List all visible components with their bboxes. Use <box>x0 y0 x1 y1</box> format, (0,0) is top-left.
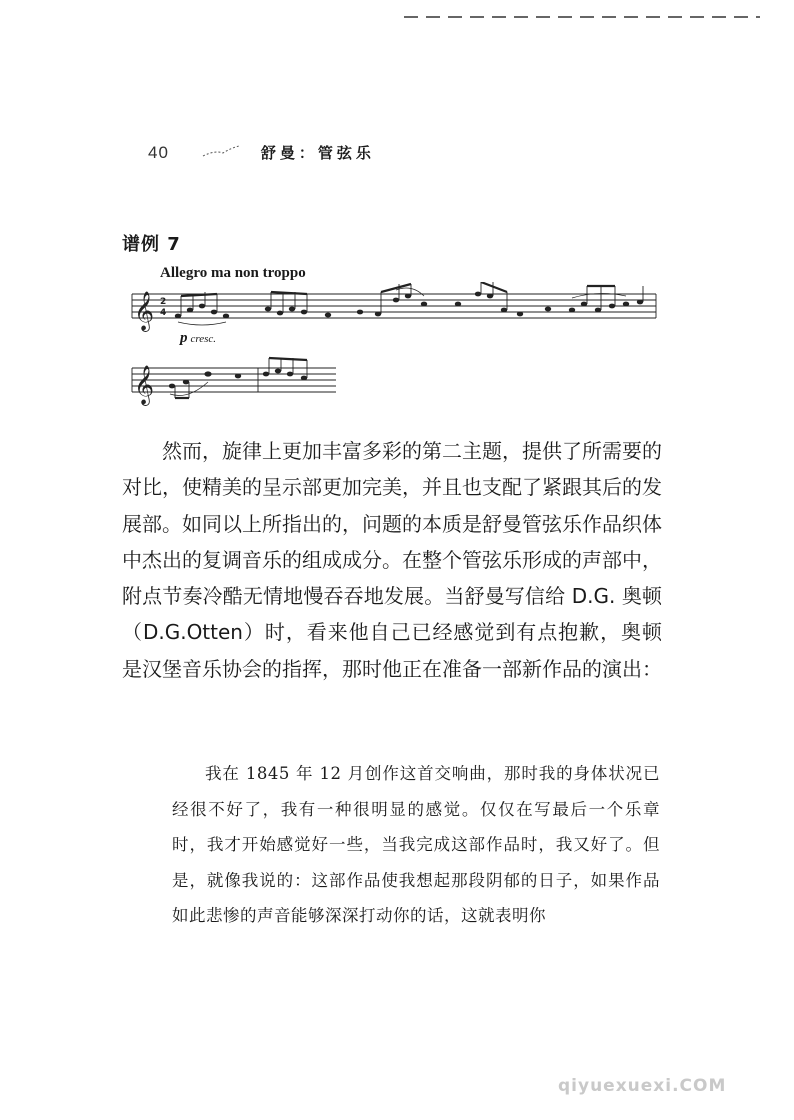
dynamic-mark <box>180 330 216 347</box>
svg-text:2: 2 <box>160 297 167 307</box>
svg-text:4: 4 <box>160 308 167 318</box>
music-staff-1 <box>128 282 668 332</box>
music-staff-2 <box>128 354 348 406</box>
dynamic-piano: p <box>180 330 188 346</box>
body-paragraph: 然而，旋律上更加丰富多彩的第二主题，提供了所需要的对比，使精美的呈示部更加完美，并且也支配了紧跟其后的发展部。如同以上所指出的，问题的本质是舒曼管弦乐作品织体中杰出的复调音乐的组成成分。在整个管弦乐形成的声部中，附点节奏冷酷无情地慢吞吞地发展。当舒曼写信给 D.G. 奥顿（D.G.Otten）时，看来他自己已经感觉到有点抱歉，奥顿是汉堡音乐协会的指挥，那时他正在准备一部新作品的演出： <box>122 439 662 681</box>
ornament-icon <box>201 144 241 158</box>
expression-cresc: cresc. <box>190 333 217 345</box>
top-dash-rule <box>404 16 760 18</box>
svg-text:𝄞: 𝄞 <box>134 291 155 331</box>
site-watermark: qiyuexuexi.COM <box>558 1076 727 1096</box>
quoted-letter: 我在 1845 年 12 月创作这首交响曲，那时我的身体状况已经很不好了，我有一种很明显的感觉。仅仅在写最后一个乐章时，我才开始感觉好一些，当我完成这部作品时，我又好了。但是，就像我说的：这部作品使我想起那段阴郁的日子，如果作品如此悲惨的声音能够深深打动你的话，这就表明你 <box>172 764 660 925</box>
example-label: 谱例 7 <box>122 234 181 255</box>
running-header <box>148 142 375 163</box>
running-title: 舒曼：管弦乐 <box>260 144 375 162</box>
page-number: 40 <box>148 143 169 162</box>
tempo-marking: Allegro ma non troppo <box>160 265 306 281</box>
svg-text:𝄞: 𝄞 <box>134 365 155 405</box>
